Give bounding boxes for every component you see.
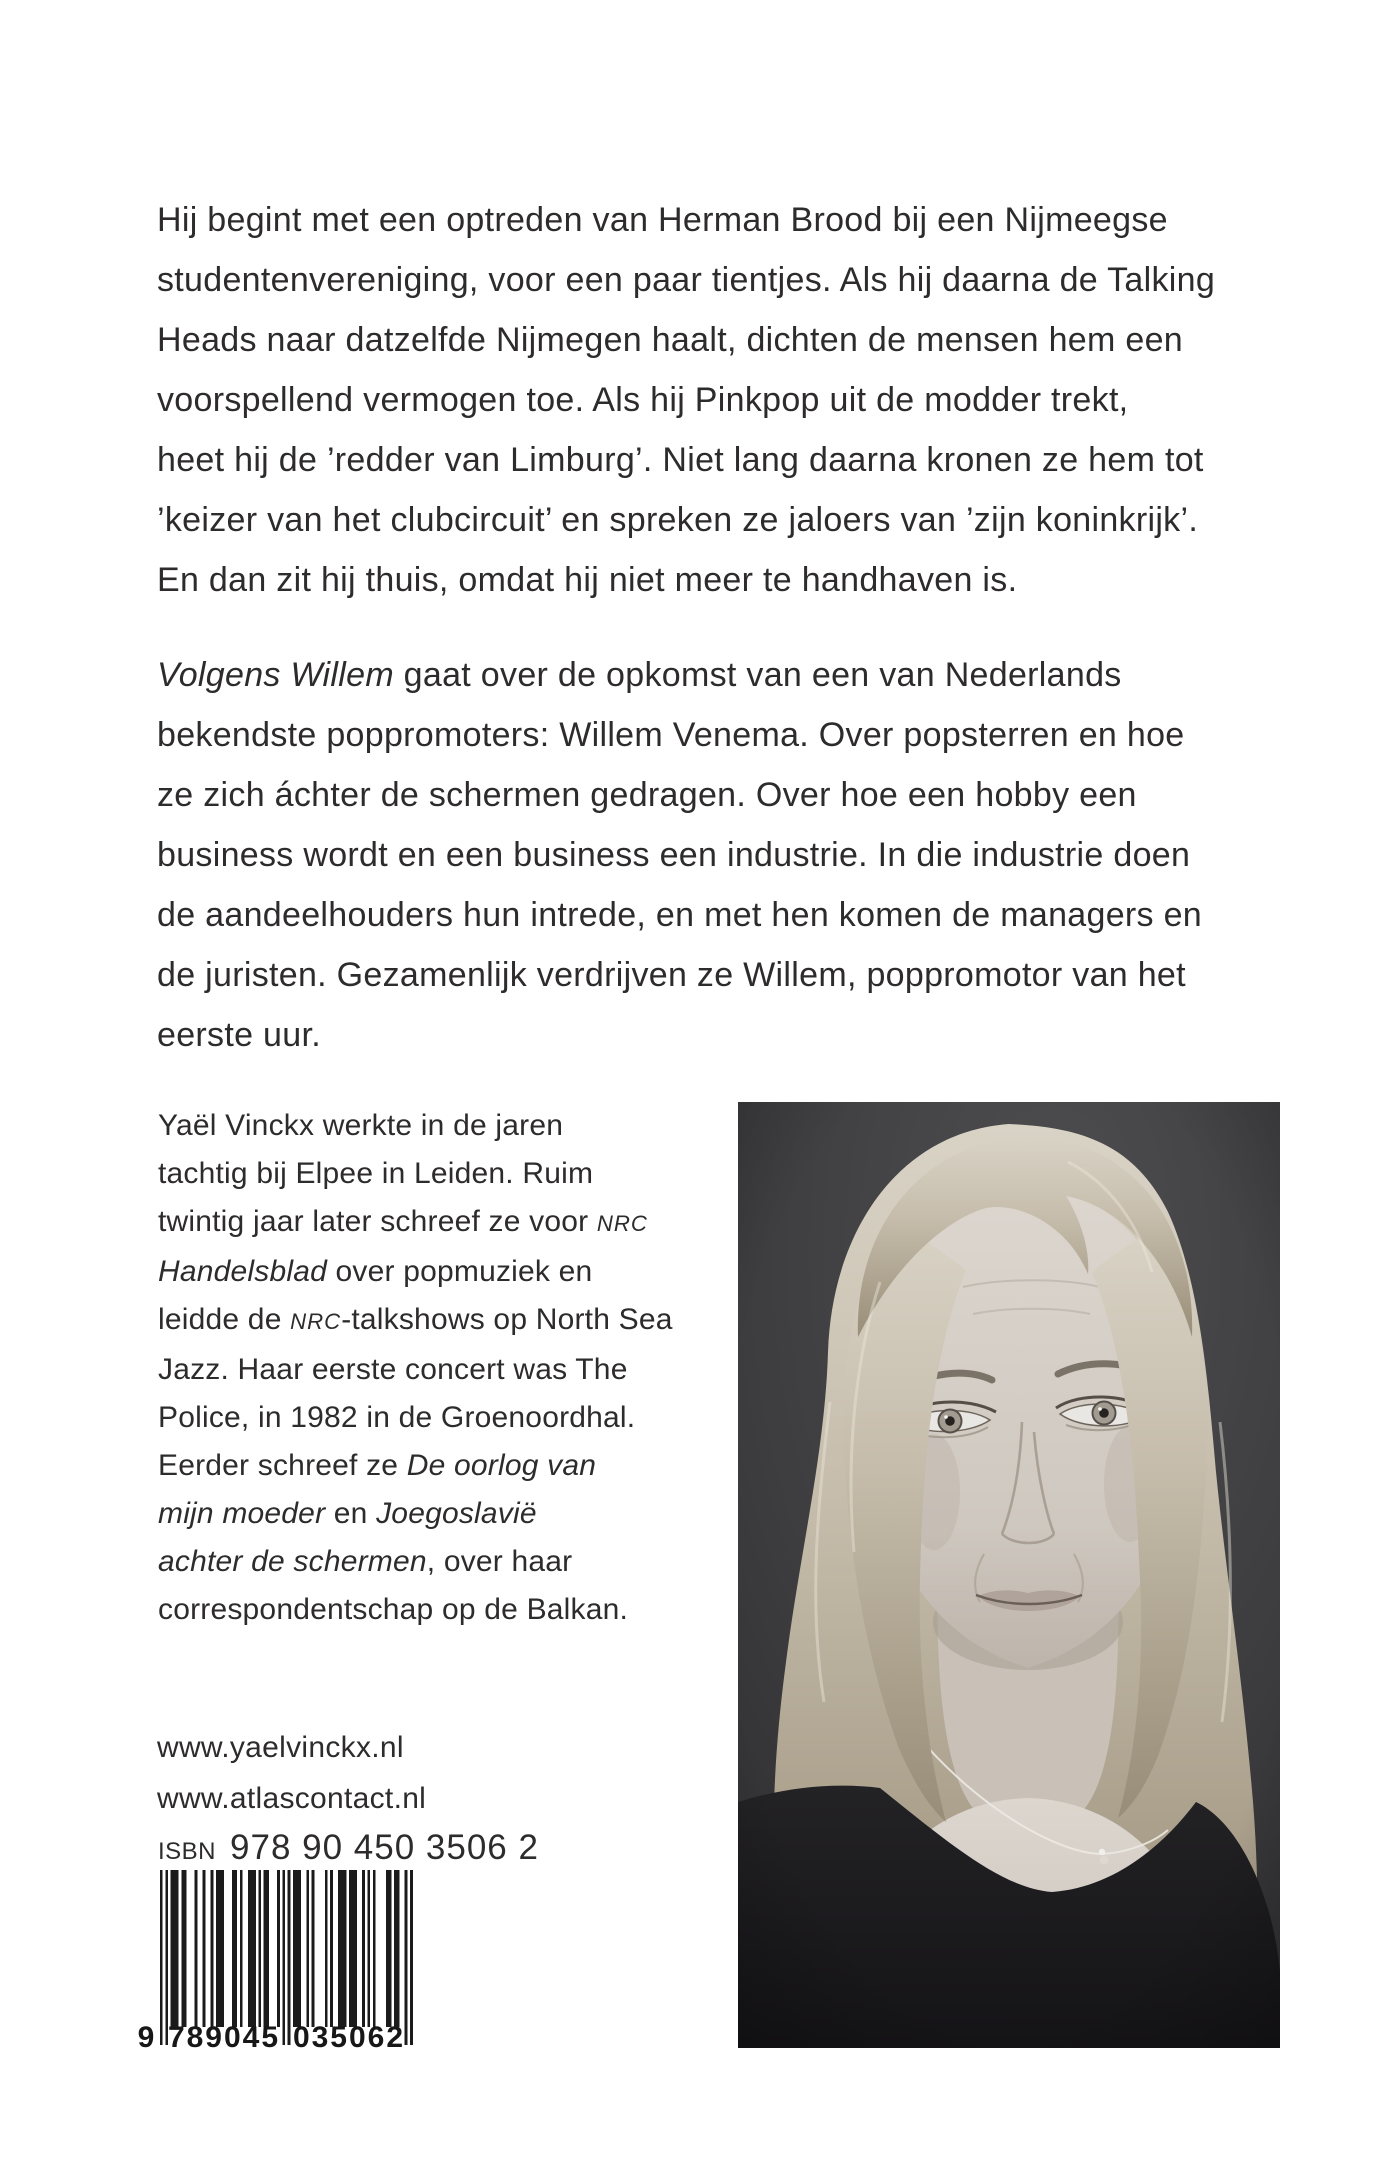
text-line: eerste uur.: [157, 1016, 321, 1054]
barcode: [137, 1870, 417, 2050]
text-line: Hij begint met een optreden van Herman Brood bij een Nijmeegse: [157, 201, 1168, 239]
author-photo-image: [738, 1102, 1280, 2048]
text-line: business wordt en een business een industrie. In die industrie doen: [157, 836, 1191, 874]
text-line: En dan zit hij thuis, omdat hij niet meer te handhaven is.: [157, 561, 1018, 599]
text-line: Handelsblad over popmuziek en: [158, 1255, 593, 1288]
text-line: voorspellend vermogen toe. Als hij Pinkpop uit de modder trekt,: [157, 381, 1129, 419]
text-line: heet hij de ’redder van Limburg’. Niet lang daarna kronen ze hem tot: [157, 441, 1204, 479]
text-line: Jazz. Haar eerste concert was The: [158, 1353, 628, 1386]
text-line: de juristen. Gezamenlijk verdrijven ze Willem, poppromotor van het: [157, 956, 1186, 994]
photo-vignette: [738, 1102, 1280, 2048]
text-line: achter de schermen, over haar: [158, 1545, 573, 1578]
text-line: bekendste poppromoters: Willem Venema. Over popsterren en hoe: [157, 716, 1185, 754]
isbn-number: 978 90 450 3506 2: [230, 1828, 539, 1867]
synopsis-paragraph-1: [157, 190, 1215, 610]
isbn-line: [158, 1826, 539, 1874]
text-line: twintig jaar later schreef ze voor NRC: [158, 1205, 648, 1238]
text-line: de aandeelhouders hun intrede, en met hen komen de managers en: [157, 896, 1202, 934]
author-bio: [158, 1102, 673, 1634]
author-photo: [738, 1102, 1280, 2048]
barcode-digits-group2: 035062: [292, 2021, 406, 2050]
barcode-digits-group1: 789045: [167, 2021, 281, 2050]
text-line: ze zich áchter de schermen gedragen. Over hoe een hobby een: [157, 776, 1137, 814]
text-line: mijn moeder en Joegoslavië: [158, 1497, 537, 1530]
text-line: studentenvereniging, voor een paar tientjes. Als hij daarna de Talking: [157, 261, 1216, 299]
website-url-author: www.yaelvinckx.nl: [157, 1731, 404, 1764]
text-line: leidde de NRC-talkshows op North Sea: [158, 1303, 673, 1336]
website-links: [157, 1722, 426, 1824]
text-line: ’keizer van het clubcircuit’ en spreken ze jaloers van ’zijn koninkrijk’.: [157, 501, 1199, 539]
barcode-digit-left: 9: [137, 2021, 157, 2050]
synopsis-paragraph-2: [157, 645, 1202, 1065]
text-line: Police, in 1982 in de Groenoordhal.: [158, 1401, 636, 1434]
text-line: Yaël Vinckx werkte in de jaren: [158, 1109, 564, 1142]
text-line: tachtig bij Elpee in Leiden. Ruim: [158, 1157, 594, 1190]
text-line: Heads naar datzelfde Nijmegen haalt, dichten de mensen hem een: [157, 321, 1184, 359]
text-line: correspondentschap op de Balkan.: [158, 1593, 629, 1626]
text-line: Eerder schreef ze De oorlog van: [158, 1449, 597, 1482]
barcode-bars: [160, 1870, 413, 2045]
website-url-publisher: www.atlascontact.nl: [157, 1782, 427, 1815]
text-line: Volgens Willem gaat over de opkomst van een van Nederlands: [157, 656, 1122, 694]
isbn-label: ISBN: [158, 1838, 217, 1865]
